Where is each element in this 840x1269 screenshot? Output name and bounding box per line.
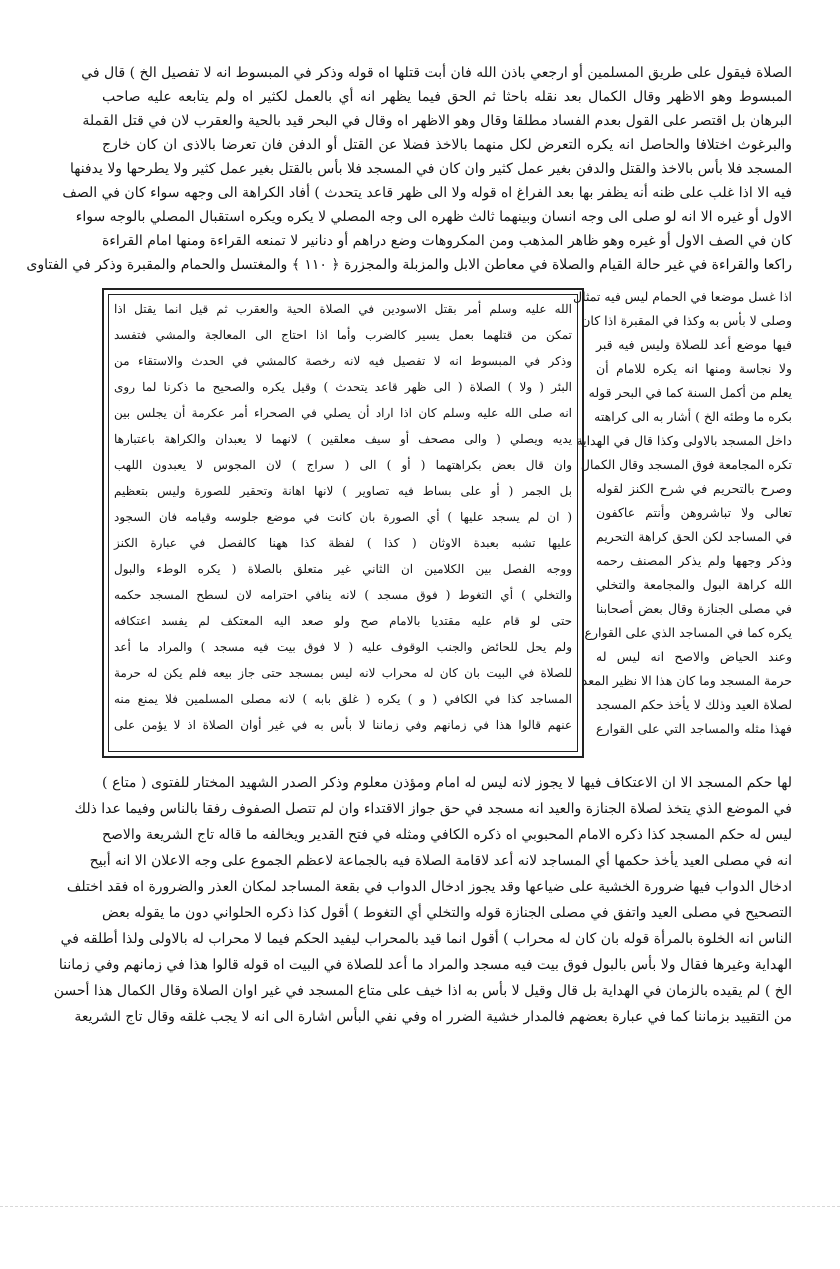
text-line: عليها تشبه بعبدة الاوثان ( كذا ) لفظة كذا ههنا كالفصل في عبارة الكنز	[114, 536, 572, 550]
text-line: اذا غسل موضعا في الحمام ليس فيه تمثال	[573, 289, 792, 304]
text-line: بكره ما وطئه الخ ) أشار به الى كراهته	[594, 409, 792, 424]
text-line: ليس له حكم المسجد كذا ذكره الامام المحبوبي اه ذكره الكافي ومثله في فتح القدير ويخالفه ما قاله تاج الشريعة والاصح	[102, 827, 792, 843]
text-line: الاول أو غيره الا انه لو صلى الى وجه انسان وبينهما ثالث ظهره الى وجه المصلي لا يكره ويكره استقبال المصلي بالوجه سواء	[75, 209, 792, 225]
text-line: تكره المجامعة فوق المسجد وقال الكمال	[580, 457, 792, 472]
text-line: الناس انه الخلوة بالمرأة قوله بان كان له محراب ) أقول انما قيد بالمحراب ليفيد الحكم فيما لا محراب له بالاولى ولذا أطلقه في	[60, 931, 792, 947]
text-line: تمكن من قتلهما بعمل يسير كالضرب وأما اذا احتاج الى المعالجة والمشي فتفسد	[114, 328, 572, 342]
main-text-frame	[102, 288, 584, 758]
text-line: انه في مصلى العيد يأخذ حكمها أي المساجد لانه أعد لاقامة الصلاة فيه بالجماعة لاعظم الجموع على وجه الاعلان الا انه أبيح	[89, 853, 792, 869]
text-line: ولم يحل للحائض والجنب الوقوف عليه ( لا فوق بيت فيه مسجد ) والمراد ما أعد	[114, 640, 572, 654]
text-line: البئر ( ولا ) الصلاة ( الى ظهر قاعد يتحدث ) وقيل يكره والصحيح ما ذكرنا لما روى	[114, 380, 572, 394]
text-line: انه صلى الله عليه وسلم كان اذا اراد أن يصلي في الصحراء أمر عكرمة أن يجلس بين	[114, 406, 572, 420]
text-line: الهداية وغيرها فقال ولا بأس بالبول فوق بيت فيه مسجد والمراد ما أعد للصلاة في البيت اه قوله قالوا هذا في زمانهم وفي زماننا	[58, 957, 792, 973]
text-line: عنهم قالوا هذا في زمانهم وفي زماننا لا بأس به في غير أوان الصلاة اذ لا يؤمن على	[114, 718, 572, 732]
page-edge-mark	[0, 1206, 840, 1237]
text-line: لصلاة العيد وذلك لا يأخذ حكم المسجد	[596, 697, 792, 712]
text-line: وعند الحياض والاصح انه ليس له	[596, 649, 792, 664]
text-line: الله عليه وسلم أمر بقتل الاسودين في الصلاة الحية والعقرب ثم قيل انما يقتل اذا	[114, 302, 572, 316]
text-line: المساجد كذا في الكافي ( و ) يكره ( غلق بابه ) لانه مصلى المسلمين فلا يمنع منه	[114, 692, 572, 706]
text-line: بل الجمر ( أو على بساط فيه تصاوير ) لانها اهانة وتحقير للصورة وليس بتعظيم	[114, 484, 572, 498]
text-line: في مصلى الجنازة وقال بعض أصحابنا	[596, 601, 792, 616]
text-line: يكره كما في المساجد الذي على القوارع	[584, 625, 792, 640]
text-line: المبسوط وهو الاظهر وقال الكمال بعد نقله باحثا ثم الحق فيما يظهر انه أي بالعمل لكثير اه ولم يتابعه عليه صاحب	[102, 89, 792, 105]
text-line: والبرغوث اختلافا والحاصل انه يكره التعرض لكل منهما بالاخذ فضلا عن القتل أو الدفن فان تعرضا بالاذى ان كان خارج	[102, 137, 792, 153]
text-line: في المساجد لكن الحق كراهة التحريم	[596, 529, 792, 544]
text-line: حرمة المسجد وما كان هذا الا نظير المعد	[581, 673, 792, 688]
text-line: كان في الصف الاول أو غيره وهو ظاهر المذهب ومن المكروهات وضع دراهم أو دنانير لا تمنعه القراءة ومنها امام القراءة	[102, 233, 792, 249]
text-line: ( ان لم يسجد عليها ) أي الصورة بان كانت في موضع جلوسه وقيامه فان السجود	[114, 510, 572, 524]
text-line: الصلاة فيقول على طريق المسلمين أو ارجعي باذن الله فان أبت قتلها اه قوله وذكر في المبسوط انه لا تفصيل الخ ) قال في	[81, 65, 792, 81]
text-line: التصحيح في مصلى العيد واتفق في مصلى الجنازة قوله والتخلي أي التغوط ) أقول كذا ذكره الحلواني دون ما يقوله بعض	[102, 905, 792, 921]
text-line: فهذا مثله والمساجد التي على القوارع	[596, 721, 792, 736]
text-line: للصلاة في البيت بان كان له محراب لانه ليس بمسجد حتى جاز بيعه فلم يكن له حرمة	[114, 666, 572, 680]
text-line: من التقييد بزماننا كما في عبارة بعضهم فالمدار خشية الضرر اه وفي نفي البأس اشارة الى انه لا يجب غلقه وقال تاج الشريعة	[74, 1009, 792, 1025]
text-line: فيه الا اذا غلب على ظنه أنه يظفر بها بعد الفراغ اه قوله ولا الى ظهر قاعد يتحدث ) أفاد الكراهة الى وجهه سواء كان في الصف	[62, 185, 792, 201]
text-line: البرهان بل اقتصر على القول بعدم الفساد مطلقا وقال وهو الاظهر اه وقال في البحر قيد بالحية والعقرب لان في قتل القملة	[82, 113, 792, 129]
text-line: لها حكم المسجد الا ان الاعتكاف فيها لا يجوز لانه ليس له امام ومؤذن معلوم وذكر الصدر الشهيد المختار للفتوى ( متاع )	[102, 775, 793, 791]
text-line: وذكر وجهها ولم يذكر المصنف رحمه	[596, 553, 792, 568]
text-line: يعلم من أكمل السنة كما في البحر قوله	[588, 385, 792, 400]
text-line: الله كراهة البول والمجامعة والتخلي	[596, 577, 792, 592]
text-line: وصلى لا بأس به وكذا في المقبرة اذا كان	[581, 313, 792, 328]
text-line: يديه ويصلي ( والى مصحف أو سيف معلقين ) لانهما لا يعبدان والكراهة باعتبارها	[114, 432, 572, 446]
text-line: والتخلي ) أي التغوط ( فوق مسجد ) لانه ينافي احترامه لان لسطح المسجد حكمه	[114, 588, 572, 602]
text-line: داخل المسجد بالاولى وكذا قال في الهداية	[576, 433, 792, 448]
text-line: تعالى ولا تباشروهن وأنتم عاكفون	[596, 505, 792, 520]
text-line: حتى لو قام عليه مقتديا بالامام صح ولو صعد اليه المعتكف لم يفسد اعتكافه	[114, 614, 572, 628]
text-line: راكعا والقراءة في غير حالة القيام والصلاة في معاطن الابل والمزبلة والمجزرة ﴿ ١١٠ ﴾ والمغتسل والحمام والمقبرة وذكر في الفتاوى	[26, 257, 792, 273]
text-line: وان قال بعض بكراهتهما ( أو ) الى ( سراج ) لان المجوس لا يعبدون اللهب	[114, 458, 572, 472]
text-line: ووجه الفصل بين الكلامين ان الثاني غير متعلق بالصلاة ( يكره الوطء والبول	[114, 562, 572, 576]
text-line: وذكر في المبسوط انه لا تفصيل فيه لانه رخصة كالمشي في الحدث والاستقاء من	[114, 354, 572, 368]
text-line: ولا نجاسة ومنها انه يكره للامام أن	[596, 361, 792, 376]
text-line: في الموضع الذي يتخذ لصلاة الجنازة والعيد انه مسجد في حق جواز الاقتداء وان لم تتصل الصفوف رفقا بالناس وفيما عدا ذلك	[74, 801, 792, 817]
text-line: فيها موضع أعد للصلاة وليس فيه قبر	[596, 337, 792, 352]
text-line: ادخال الدواب فيها ضرورة الخشية على ضياعها وقد يجوز ادخال الدواب في بقعة المساجد لمكان العذر والضرورة اه فقد اختلف	[66, 879, 792, 895]
text-line: المسجد فلا بأس بالاخذ والقتل والدفن بغير عمل كثير وان كان في المسجد فلا بأس بالقتل بغير عمل كثير ولا يطرحها ولا يدفنها	[69, 161, 792, 177]
text-line: الخ ) لم يقيده بالزمان في الهداية بل قال وقيل لا بأس به اذا خيف على متاع المسجد في غير اوان الصلاة وقال الكمال هذا أحسن	[53, 983, 792, 999]
text-line: وصرح بالتحريم في شرح الكنز لقوله	[596, 481, 792, 496]
